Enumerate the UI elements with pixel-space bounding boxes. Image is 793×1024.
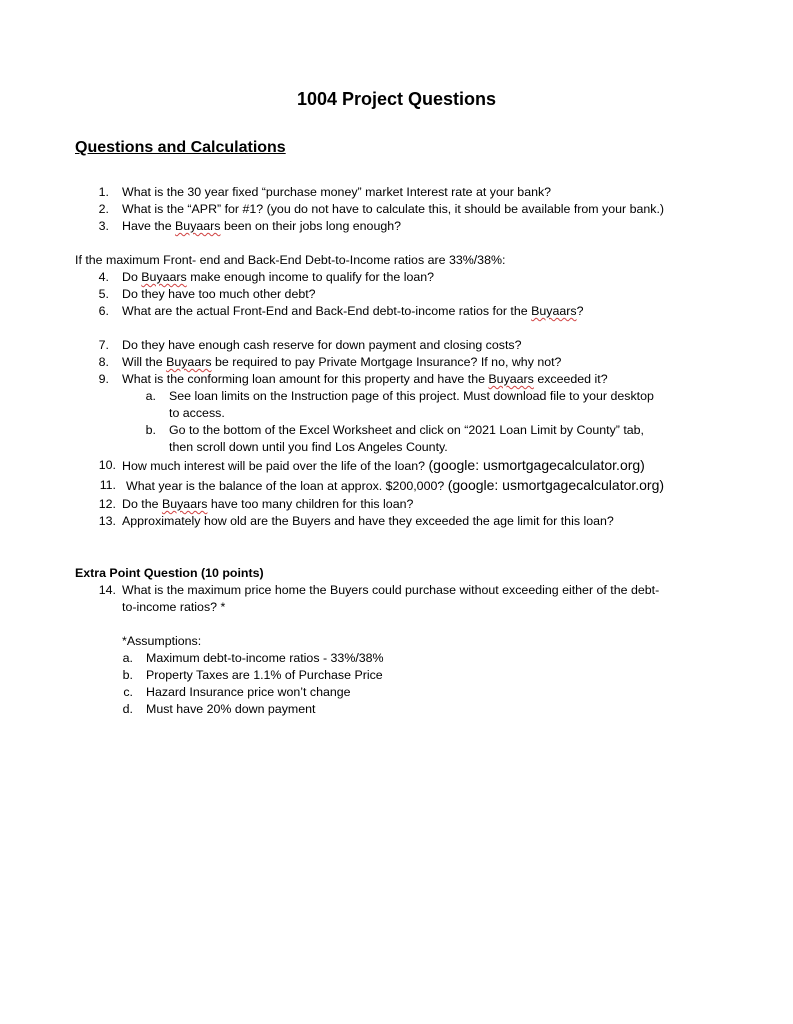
item-number: 7.: [98, 338, 109, 352]
section-heading: Questions and Calculations: [75, 139, 286, 156]
item-number: 3.: [98, 219, 109, 233]
question-2: What is the “APR” for #1? (you do not have to calculate this, it should be available from your bank.): [122, 202, 665, 216]
sub-item-b-line1: Go to the bottom of the Excel Worksheet and click on “2021 Loan Limit by County” tab,: [169, 423, 645, 437]
assumption-letter: c.: [123, 685, 133, 699]
question-text: Have the: [122, 219, 176, 233]
item-number: 8.: [98, 355, 109, 369]
question-4: [122, 269, 434, 285]
assumption-c: Hazard Insurance price won’t change: [146, 685, 351, 699]
question-text: What are the actual Front-End and Back-End debt-to-income ratios for the: [122, 304, 532, 318]
page-title: 1004 Project Questions: [296, 89, 497, 109]
extra-point-heading: Extra Point Question (10 points): [75, 566, 264, 580]
sub-item-letter: b.: [145, 423, 156, 437]
question-text: ?: [576, 304, 584, 318]
question-11: [126, 477, 664, 494]
item-number: 9.: [98, 372, 109, 386]
question-3: [122, 218, 401, 234]
ratio-intro: If the maximum Front- end and Back-End Debt-to-Income ratios are 33%/38%:: [75, 253, 506, 267]
item-number: 11.: [99, 478, 116, 492]
assumption-letter: d.: [122, 702, 133, 716]
question-text: been on their jobs long enough?: [220, 219, 402, 233]
item-number: 12.: [98, 497, 116, 511]
question-14-line1: What is the maximum price home the Buyers could purchase without exceeding either of the debt-: [122, 583, 660, 597]
sub-item-a-line2: to access.: [169, 406, 225, 420]
item-number: 14.: [98, 583, 116, 597]
item-number: 5.: [98, 287, 109, 301]
assumption-letter: b.: [122, 668, 133, 682]
item-number: 6.: [98, 304, 109, 318]
assumption-b: Property Taxes are 1.1% of Purchase Price: [146, 668, 383, 682]
question-text: What is the conforming loan amount for this property and have the: [122, 372, 489, 386]
sub-item-b-line2: then scroll down until you find Los Angeles County.: [169, 440, 448, 454]
question-9: [122, 371, 608, 387]
question-1: What is the 30 year fixed “purchase money” market Interest rate at your bank?: [122, 185, 552, 199]
assumption-letter: a.: [122, 651, 133, 665]
misspelled-word: Buyaars: [488, 372, 534, 386]
assumptions-heading: *Assumptions:: [122, 634, 202, 648]
question-6: [122, 303, 583, 319]
misspelled-word: Buyaars: [166, 355, 212, 369]
question-text: exceeded it?: [533, 372, 608, 386]
item-number: 4.: [98, 270, 109, 284]
assumption-d: Must have 20% down payment: [146, 702, 316, 716]
google-note: (google: usmortgagecalculator.org): [428, 457, 645, 473]
question-14-line2: to-income ratios? *: [122, 600, 226, 614]
sub-item-a-line1: See loan limits on the Instruction page of this project. Must download file to your desktop: [169, 389, 654, 403]
question-12: [122, 496, 413, 512]
item-number: 10.: [98, 458, 116, 472]
misspelled-word: Buyaars: [531, 304, 577, 318]
question-5: Do they have too much other debt?: [122, 287, 316, 301]
google-note: (google: usmortgagecalculator.org): [447, 477, 665, 493]
question-7: Do they have enough cash reserve for down payment and closing costs?: [122, 338, 522, 352]
question-text: be required to pay Private Mortgage Insurance? If no, why not?: [211, 355, 562, 369]
question-text: Will the: [122, 355, 167, 369]
question-text: make enough income to qualify for the loan?: [186, 270, 435, 284]
sub-item-letter: a.: [145, 389, 156, 403]
question-text: How much interest will be paid over the life of the loan?: [122, 459, 426, 473]
misspelled-word: Buyaars: [161, 497, 208, 511]
question-text: Do: [122, 270, 142, 284]
misspelled-word: Buyaars: [175, 219, 221, 233]
assumption-a: Maximum debt-to-income ratios - 33%/38%: [146, 651, 384, 665]
item-number: 13.: [98, 514, 116, 528]
item-number: 2.: [98, 202, 109, 216]
question-8: [122, 354, 561, 370]
item-number: 1.: [98, 185, 109, 199]
question-13: Approximately how old are the Buyers and have they exceeded the age limit for this loan?: [122, 514, 614, 528]
question-text: have too many children for this loan?: [207, 497, 414, 511]
question-text: Do the: [122, 497, 162, 511]
question-10: [122, 457, 645, 474]
question-text: What year is the balance of the loan at approx. $200,000?: [126, 479, 445, 493]
misspelled-word: Buyaars: [141, 270, 187, 284]
